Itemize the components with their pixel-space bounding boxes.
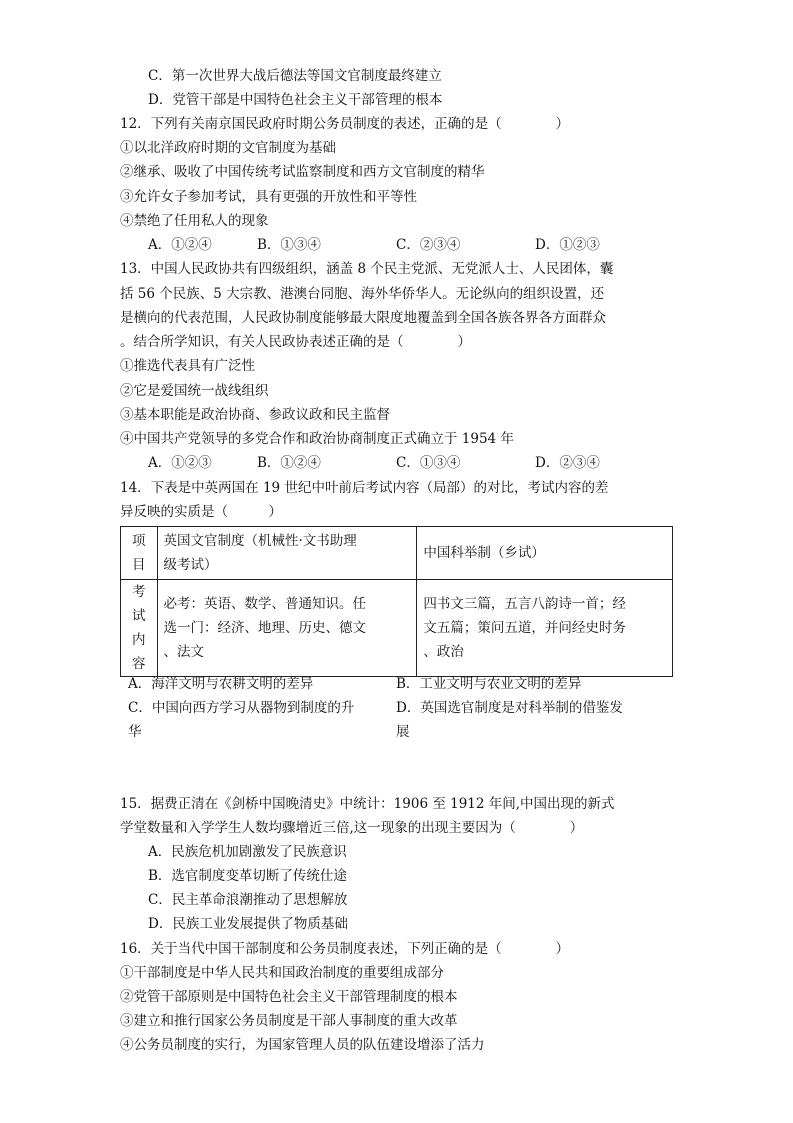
q14-option-a: A．海洋文明与农耕文明的差异 xyxy=(128,676,314,692)
q12-item-3: ③允许女子参加考试，具有更强的开放性和平等性 xyxy=(120,189,417,205)
table-text: 四书文三篇，五言八韵诗一首；经 xyxy=(423,596,626,612)
q16-item-1: ①干部制度是中华人民共和国政治制度的重要组成部分 xyxy=(120,965,444,981)
table-text: 容 xyxy=(132,656,146,672)
q15-stem-line-1: 15．据费正清在《剑桥中国晚清史》中统计：1906 至 1912 年间,中国出现的新式 xyxy=(120,796,615,812)
q12-item-1: ①以北洋政府时期的文官制度为基础 xyxy=(120,140,336,156)
q11-option-d: D．党管干部是中国特色社会主义干部管理的根本 xyxy=(148,92,443,108)
table-text: 考 xyxy=(132,584,146,600)
q13-stem-line-2: 括 56 个民族、5 大宗教、港澳台同胞、海外华侨华人。无论纵向的组织设置，还 xyxy=(120,286,605,302)
q15-option-a: A．民族危机加剧激发了民族意识 xyxy=(148,844,347,860)
q13-option-c: C．①③④ xyxy=(396,455,461,471)
q13-option-b: B．①②④ xyxy=(257,455,321,471)
q14-stem-line-1: 14．下表是中英两国在 19 世纪中叶前后考试内容（局部）的对比，考试内容的差 xyxy=(120,480,609,496)
q12-option-a: A．①②④ xyxy=(148,237,212,253)
q13-item-4: ④中国共产党领导的多党合作和政治协商制度正式确立于 1954 年 xyxy=(120,431,514,447)
q15-stem-line-2: 学堂数量和入学学生人数均骤增近三倍,这一现象的出现主要因为（ ） xyxy=(120,820,584,836)
q13-option-a: A．①②③ xyxy=(148,455,212,471)
q16-item-4: ④公务员制度的实行，为国家管理人员的队伍建设增添了活力 xyxy=(120,1037,485,1053)
table-text: 项 xyxy=(132,533,146,549)
q12-option-d: D．①②③ xyxy=(535,237,600,253)
q13-stem-line-1: 13．中国人民政协共有四级组织，涵盖 8 个民主党派、无党派人士、人民团体，囊 xyxy=(120,261,614,277)
q12-option-b: B．①③④ xyxy=(257,237,321,253)
q14-option-c-line-2: 华 xyxy=(128,724,142,740)
q12-option-c: C．②③④ xyxy=(396,237,461,253)
table-text: 英国文官制度（机械性·文书助理 xyxy=(163,533,357,549)
table-cell-uk-header xyxy=(157,527,417,580)
table-cell-item-header xyxy=(121,527,158,580)
q12-item-2: ②继承、吸收了中国传统考试监察制度和西方文官制度的精华 xyxy=(120,164,485,180)
table-cell-cn-header xyxy=(417,527,673,580)
q16-stem: 16．关于当代中国干部制度和公务员制度表述，下列正确的是（ ） xyxy=(120,941,570,957)
q13-stem-line-4: 。结合所学知识，有关人民政协表述正确的是（ ） xyxy=(120,334,471,350)
table-text: 中国科举制（乡试） xyxy=(423,545,545,561)
q16-item-2: ②党管干部原则是中国特色社会主义干部管理制度的根本 xyxy=(120,989,458,1005)
table-text: 内 xyxy=(132,632,146,648)
q14-stem-line-2: 异反映的实质是（ ） xyxy=(120,504,282,520)
q13-item-3: ③基本职能是政治协商、参政议政和民主监督 xyxy=(120,407,390,423)
table-cell-uk-content xyxy=(157,580,417,677)
table-cell-cn-content xyxy=(417,580,673,677)
q15-option-c: C．民主革命浪潮推动了思想解放 xyxy=(148,892,348,908)
table-text: 文五篇；策问五道，并问经史时务 xyxy=(423,620,626,636)
q13-item-1: ①推选代表具有广泛性 xyxy=(120,358,255,374)
q16-item-3: ③建立和推行国家公务员制度是干部人事制度的重大改革 xyxy=(120,1013,458,1029)
q12-item-4: ④禁绝了任用私人的现象 xyxy=(120,213,269,229)
table-text: 级考试） xyxy=(163,557,218,573)
table-row xyxy=(121,580,673,677)
table-cell-content-label xyxy=(121,580,158,677)
q15-option-d: D．民族工业发展提供了物质基础 xyxy=(148,916,348,932)
comparison-table xyxy=(120,526,673,677)
table-header-row xyxy=(121,527,673,580)
table-text: 、政治 xyxy=(423,644,464,660)
q13-stem-line-3: 是横向的代表范围，人民政协制度能够最大限度地覆盖到全国各族各界各方面群众 xyxy=(120,310,606,326)
q15-option-b: B．选官制度变革切断了传统仕途 xyxy=(148,868,347,884)
q13-option-d: D．②③④ xyxy=(535,455,600,471)
table-text: 试 xyxy=(132,608,146,624)
q14-option-c-line-1: C．中国向西方学习从器物到制度的升 xyxy=(128,700,355,716)
q14-option-b: B．工业文明与农业文明的差异 xyxy=(396,676,582,692)
table-text: 、法文 xyxy=(163,644,205,660)
table-text: 必考：英语、数学、普通知识。任 xyxy=(163,596,367,612)
q11-option-c: C．第一次世界大战后德法等国文官制度最终建立 xyxy=(148,68,442,84)
q12-stem: 12．下列有关南京国民政府时期公务员制度的表述，正确的是（ ） xyxy=(120,116,570,132)
table-text: 选一门：经济、地理、历史、德文 xyxy=(163,620,367,636)
q14-option-d-line-1: D．英国选官制度是对科举制的借鉴发 xyxy=(396,700,623,716)
q14-option-d-line-2: 展 xyxy=(396,724,410,740)
table-text: 目 xyxy=(132,557,146,573)
q13-item-2: ②它是爱国统一战线组织 xyxy=(120,383,269,399)
